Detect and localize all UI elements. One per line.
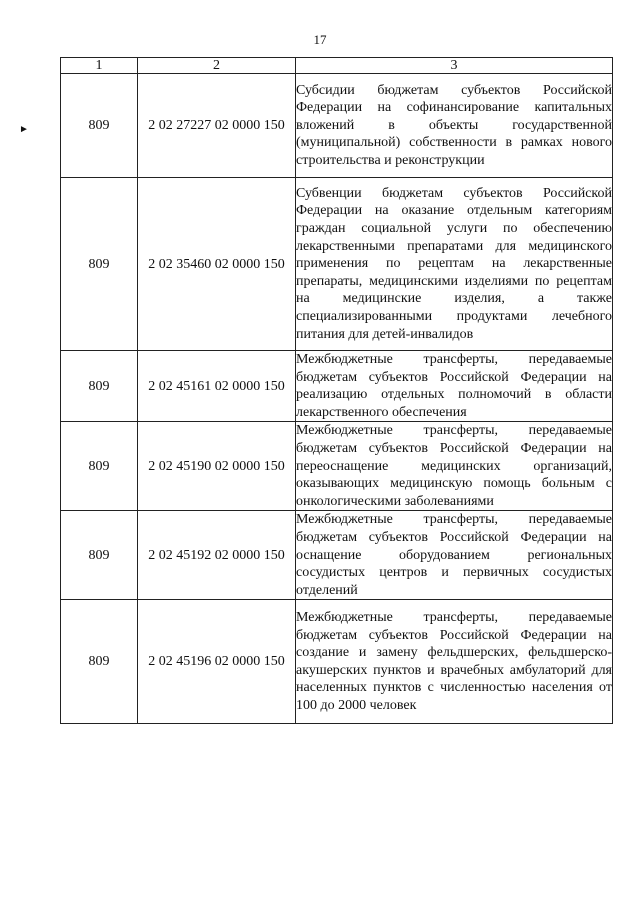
admin-code-cell: 809 — [61, 178, 138, 351]
description-cell: Субсидии бюджетам субъектов Российской Федерации на софинансирование капитальных вложений в объекты государственной (муниципальной) собственности в рамках нового строительства и реконструкции — [296, 74, 613, 178]
budget-code-cell: 2 02 45190 02 0000 150 — [138, 422, 296, 511]
table-header-row — [61, 58, 613, 74]
table-row — [61, 422, 613, 511]
description-cell: Межбюджетные трансферты, передаваемые бюджетам субъектов Российской Федерации на оснащение оборудованием региональных сосудистых центров и первичных сосудистых отделений — [296, 511, 613, 600]
admin-code-cell: 809 — [61, 422, 138, 511]
admin-code-cell: 809 — [61, 351, 138, 422]
description-cell: Межбюджетные трансферты, передаваемые бюджетам субъектов Российской Федерации на переоснащение медицинских организаций, оказывающих медицинскую помощь больным с онкологическими заболеваниями — [296, 422, 613, 511]
column-header-2: 2 — [138, 58, 296, 74]
description-cell: Межбюджетные трансферты, передаваемые бюджетам субъектов Российской Федерации на реализацию отдельных полномочий в области лекарственного обеспечения — [296, 351, 613, 422]
description-cell: Межбюджетные трансферты, передаваемые бюджетам субъектов Российской Федерации на создание и замену фельдшерских, фельдшерско-акушерских пунктов и врачебных амбулаторий для населенных пунктов с численностью населения от 100 до 2000 человек — [296, 600, 613, 724]
budget-code-cell: 2 02 45196 02 0000 150 — [138, 600, 296, 724]
budget-code-cell: 2 02 35460 02 0000 150 — [138, 178, 296, 351]
admin-code-cell: 809 — [61, 600, 138, 724]
budget-code-cell: 2 02 45192 02 0000 150 — [138, 511, 296, 600]
table-row — [61, 178, 613, 351]
budget-code-cell: 2 02 27227 02 0000 150 — [138, 74, 296, 178]
page-number: 17 — [313, 32, 327, 47]
admin-code-cell: 809 — [61, 74, 138, 178]
budget-table — [60, 57, 613, 724]
description-cell: Субвенции бюджетам субъектов Российской Федерации на оказание отдельным категориям граждан социальной услуги по обеспечению лекарственными препаратами для медицинского применения по рецептам на лекарственные препараты, медицинскими изделиями по рецептам на медицинские изделия, а также специализированными продуктами лечебного питания для детей-инвалидов — [296, 178, 613, 351]
column-header-1: 1 — [61, 58, 138, 74]
column-header-3: 3 — [296, 58, 613, 74]
admin-code-cell: 809 — [61, 511, 138, 600]
table-row — [61, 511, 613, 600]
table-row — [61, 351, 613, 422]
table-row — [61, 74, 613, 178]
margin-mark: ► — [19, 124, 29, 135]
table-row — [61, 600, 613, 724]
budget-code-cell: 2 02 45161 02 0000 150 — [138, 351, 296, 422]
